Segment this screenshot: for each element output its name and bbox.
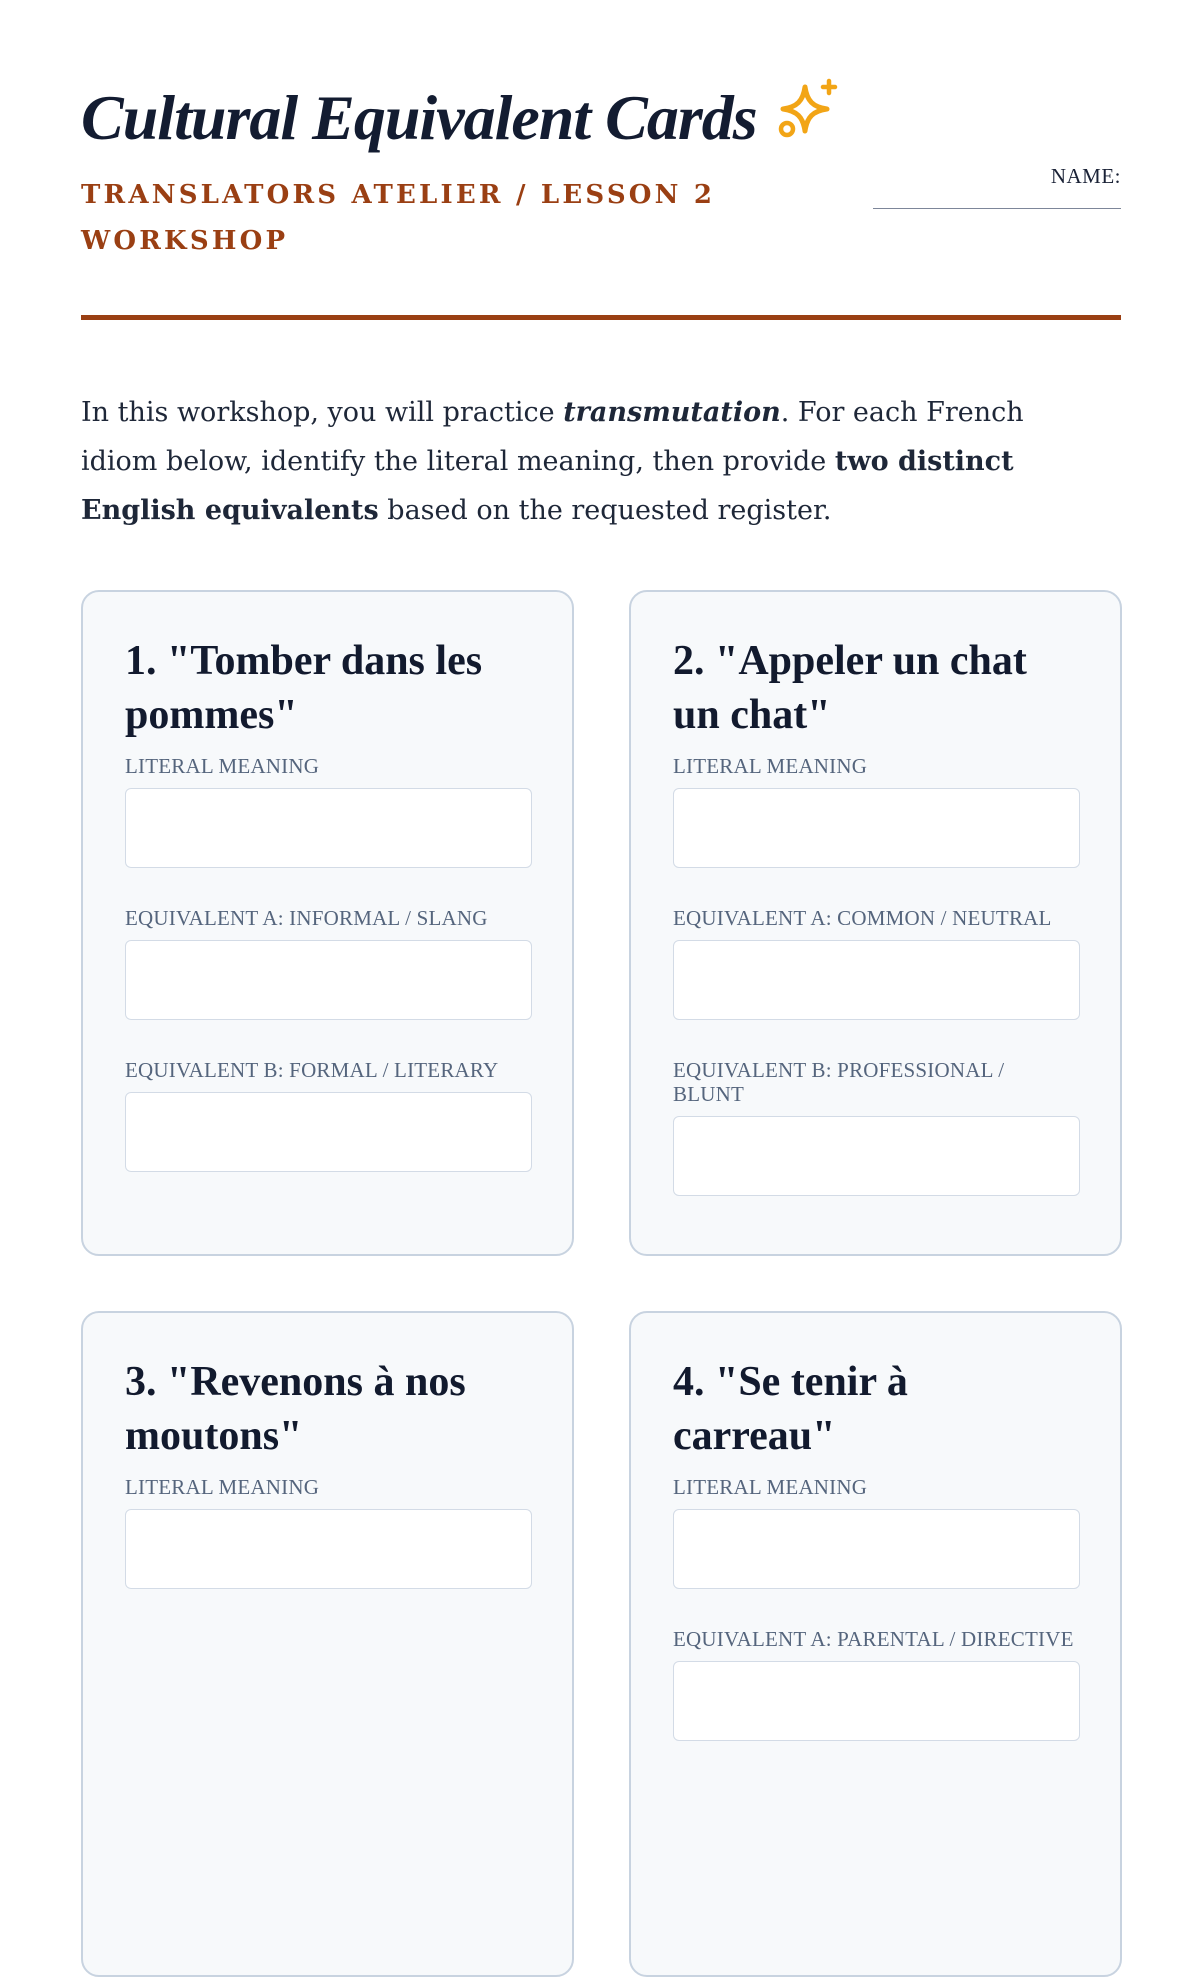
field-label: LITERAL MEANING: [125, 754, 320, 778]
card-title: 2. "Appeler un chat un chat": [673, 638, 1027, 738]
equivalent-a-input[interactable]: [125, 940, 532, 1020]
name-field[interactable]: [873, 207, 1121, 209]
literal-meaning-input[interactable]: [673, 788, 1080, 868]
literal-meaning-input[interactable]: [673, 1509, 1080, 1589]
field-label: EQUIVALENT A: INFORMAL / SLANG: [125, 906, 488, 930]
title-row: [81, 80, 1121, 156]
field-label: EQUIVALENT A: PARENTAL / DIRECTIVE: [673, 1627, 1074, 1651]
intro-bold: two distinct English equivalents: [81, 446, 1014, 526]
name-block: [873, 164, 1121, 209]
card-title: 1. "Tomber dans les pommes": [125, 638, 483, 738]
equivalent-a-input[interactable]: [673, 940, 1080, 1020]
intro-text-2: . For each French idiom below, identify the literal meaning, then provide: [81, 397, 1024, 477]
idiom-card-1: [81, 590, 574, 1256]
card-title: 4. "Se tenir à carreau": [673, 1359, 908, 1459]
header-divider: [81, 315, 1121, 320]
header: [81, 80, 1121, 256]
intro-paragraph: [81, 388, 1081, 535]
equivalent-a-input[interactable]: [673, 1661, 1080, 1741]
field-label: EQUIVALENT B: PROFESSIONAL / BLUNT: [673, 1058, 1005, 1106]
subtitle: TRANSLATORS ATELIER / LESSON 2 WORKSHOP: [81, 180, 716, 256]
field-label: LITERAL MEANING: [673, 754, 868, 778]
intro-emphasis: transmutation: [563, 397, 781, 428]
equivalent-b-input[interactable]: [673, 1116, 1080, 1196]
name-label: NAME:: [1050, 164, 1121, 188]
idiom-card-4: [629, 1311, 1122, 1977]
literal-meaning-input[interactable]: [125, 1509, 532, 1589]
idiom-card-2: [629, 590, 1122, 1256]
literal-meaning-input[interactable]: [125, 788, 532, 868]
field-label: LITERAL MEANING: [673, 1475, 868, 1499]
equivalent-b-input[interactable]: [125, 1092, 532, 1172]
idiom-card-3: [81, 1311, 574, 1977]
intro-text-3: based on the requested register.: [378, 495, 832, 526]
page-title: Cultural Equivalent Cards: [81, 82, 757, 153]
field-label: EQUIVALENT B: FORMAL / LITERARY: [125, 1058, 499, 1082]
sparkle-icon: [775, 77, 841, 147]
intro-text-1: In this workshop, you will practice: [81, 397, 564, 428]
card-title: 3. "Revenons à nos moutons": [125, 1359, 466, 1459]
field-label: LITERAL MEANING: [125, 1475, 320, 1499]
field-label: EQUIVALENT A: COMMON / NEUTRAL: [673, 906, 1052, 930]
